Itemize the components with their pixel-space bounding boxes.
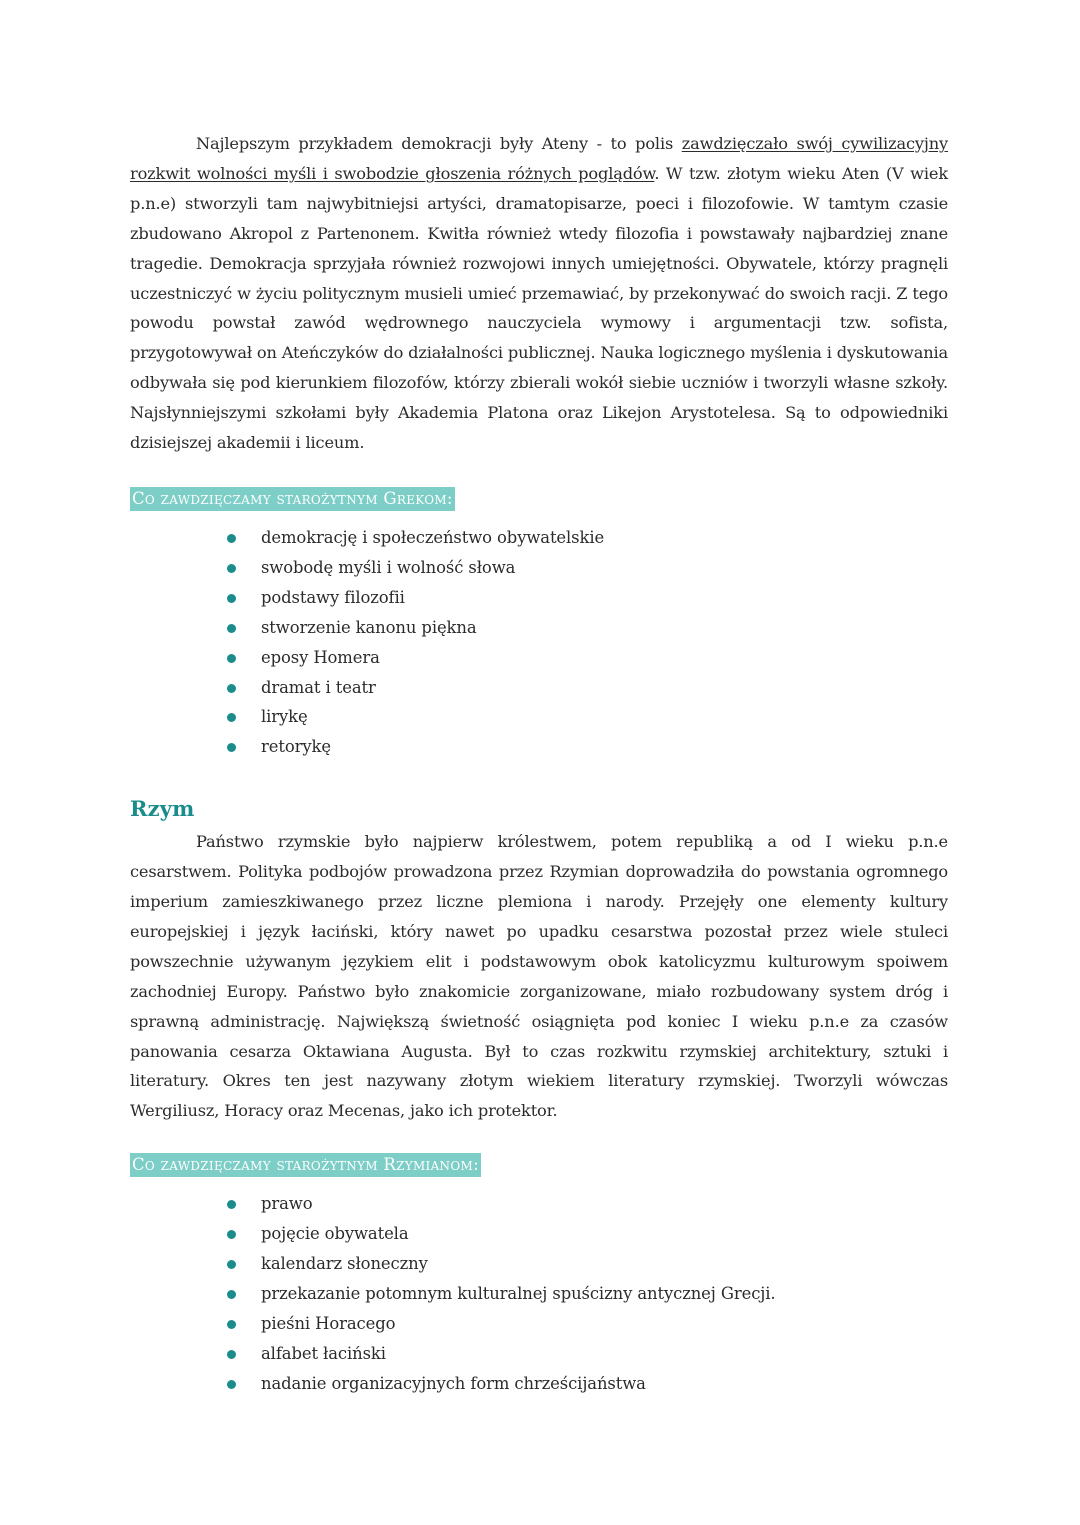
- list-item-text: demokrację i społeczeństwo obywatelskie: [261, 527, 605, 547]
- list-item-text: prawo: [261, 1194, 313, 1214]
- bullet-dot-icon: [227, 624, 236, 633]
- list-item: [227, 1189, 948, 1219]
- list-item: [227, 643, 948, 673]
- list-item: [227, 583, 948, 613]
- bullet-dot-icon: [227, 564, 236, 573]
- bullet-dot-icon: [227, 713, 236, 722]
- list-item-text: swobodę myśli i wolność słowa: [261, 557, 516, 577]
- list-item: [227, 1249, 948, 1279]
- rome-title: Rzym: [130, 796, 195, 822]
- list-item-text: nadanie organizacyjnych form chrześcijaństwa: [261, 1373, 646, 1393]
- bullet-dot-icon: [227, 1230, 236, 1239]
- list-item: [227, 1339, 948, 1369]
- greece-heading: Co zawdzięczamy starożytnym Grekom:: [130, 487, 455, 511]
- list-item: [227, 613, 948, 643]
- list-item: [227, 1279, 948, 1309]
- bullet-dot-icon: [227, 1350, 236, 1359]
- list-item-text: przekazanie potomnym kulturalnej spuścizny antycznej Grecji.: [261, 1284, 776, 1303]
- greece-paragraph-intro: Najlepszym przykładem demokracji były Ateny - to polis: [196, 134, 682, 153]
- bullet-dot-icon: [227, 1320, 236, 1329]
- bullet-dot-icon: [227, 743, 236, 752]
- greece-paragraph-underlined: zawdzięczało swój cywilizacyjny rozkwit wolności myśli i swobodzie głoszenia różnych poglądów: [130, 134, 949, 183]
- list-item-text: pieśni Horacego: [261, 1313, 396, 1333]
- rome-list: [130, 1189, 948, 1398]
- list-item: [227, 1369, 948, 1399]
- greece-list: [130, 523, 948, 762]
- bullet-dot-icon: [227, 594, 236, 603]
- list-item-text: podstawy filozofii: [261, 587, 405, 607]
- list-item: [227, 523, 948, 553]
- rome-heading-row: [130, 1153, 948, 1177]
- greece-paragraph: [130, 129, 948, 458]
- list-item-text: retorykę: [261, 737, 331, 757]
- list-item-text: pojęcie obywatela: [261, 1224, 409, 1244]
- list-item: [227, 702, 948, 732]
- bullet-dot-icon: [227, 1290, 236, 1299]
- greece-paragraph-rest: . W tzw. złotym wieku Aten (V wiek p.n.e) stworzyli tam najwybitniejsi artyści, dramatopisarze, poeci i filozofowie. W tamtym czasie zbudowano Akropol z Partenonem. Kwitła również wtedy filozofia i powstawały najbardziej znane tragedie. Demokracja sprzyjała również rozwojowi innych umiejętności. Obywatele, którzy pragnęli uczestniczyć w życiu politycznym musieli umieć przemawiać, by przekonywać do swoich racji. Z tego powodu powstał zawód wędrownego nauczyciela wymowy i argumentacji tzw. sofista, przygotowywał on Ateńczyków do działalności publicznej. Nauka logicznego myślenia i dyskutowania odbywała się pod kierunkiem filozofów, którzy zbierali wokół siebie uczniów i tworzyli własne szkoły. Najsłynniejszymi szkołami były Akademia Platona oraz Likejon Arystotelesa. Są to odpowiedniki dzisiejszej akademii i liceum.: [130, 163, 949, 453]
- greece-heading-row: [130, 487, 948, 511]
- list-item-text: kalendarz słoneczny: [261, 1254, 428, 1274]
- list-item: [227, 553, 948, 583]
- list-item-text: eposy Homera: [261, 647, 380, 667]
- rome-heading: Co zawdzięczamy starożytnym Rzymianom:: [130, 1153, 481, 1177]
- bullet-dot-icon: [227, 684, 236, 693]
- list-item-text: dramat i teatr: [261, 677, 376, 697]
- document-page: [130, 129, 948, 1399]
- bullet-dot-icon: [227, 534, 236, 543]
- list-item-text: alfabet łaciński: [261, 1343, 386, 1363]
- bullet-dot-icon: [227, 1200, 236, 1209]
- list-item: [227, 1219, 948, 1249]
- bullet-dot-icon: [227, 1260, 236, 1269]
- list-item: [227, 732, 948, 762]
- list-item-text: lirykę: [261, 707, 308, 727]
- bullet-dot-icon: [227, 654, 236, 663]
- rome-paragraph: Państwo rzymskie było najpierw królestwem, potem republiką a od I wieku p.n.e cesarstwem. Polityka podbojów prowadzona przez Rzymian doprowadziła do powstania ogromnego imperium zamieszkiwanego przez liczne plemiona i narody. Przejęły one elementy kultury europejskiej i język łaciński, który nawet po upadku cesarstwa pozostał przez wiele stuleci powszechnie używanym językiem elit i podstawowym obok katolicyzmu kulturowym spoiwem zachodniej Europy. Państwo było znakomicie zorganizowane, miało rozbudowany system dróg i sprawną administrację. Największą świetność osiągnięta pod koniec I wieku p.n.e za czasów panowania cesarza Oktawiana Augusta. Był to czas rozkwitu rzymskiej architektury, sztuki i literatury. Okres ten jest nazywany złotym wiekiem literatury rzymskiej. Tworzyli wówczas Wergiliusz, Horacy oraz Mecenas, jako ich protektor.: [130, 832, 948, 1121]
- list-item: [227, 673, 948, 703]
- bullet-dot-icon: [227, 1380, 236, 1389]
- list-item-text: stworzenie kanonu piękna: [261, 617, 477, 637]
- list-item: [227, 1309, 948, 1339]
